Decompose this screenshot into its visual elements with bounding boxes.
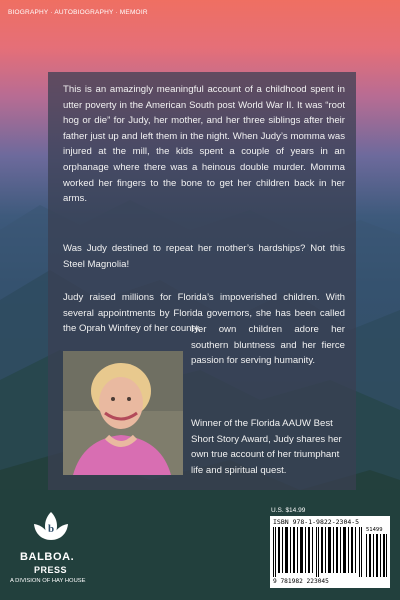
blurb-paragraph-3: Judy raised millions for Florida’s impoverished children. With several appointments by Florida governors, she has been called the Oprah Winfrey of her county.: [63, 292, 345, 335]
barcode-digits: 9 781982 223045: [273, 578, 329, 585]
barcode-addon: 51499: [366, 527, 383, 533]
category-label: BIOGRAPHY · AUTOBIOGRAPHY · MEMOIR: [8, 9, 148, 16]
barcode: [270, 516, 390, 588]
blurb-paragraph-1: This is an amazingly meaningful account of a childhood spent in utter poverty in the American South post World War II. It was “root hog or die” for Judy, her mother, and her three siblings after their father just up and left them in the night. When Judy’s momma was injured at the mill, the kids spent a couple of years in an orphanage where there was a heinous double murder. Momma worked her fingers to the bone to get her children back in her arms.: [63, 84, 345, 205]
publisher-imprint: PRESS: [34, 565, 68, 575]
publisher-division: A DIVISION OF HAY HOUSE: [10, 578, 86, 584]
isbn-label: ISBN 978-1-9822-2304-5: [273, 518, 360, 526]
publisher-name: BALBOA.: [20, 551, 75, 563]
lotus-icon: [32, 510, 70, 550]
blurb-paragraph-2: Was Judy destined to repeat her mother’s hardships? Not this Steel Magnolia!: [63, 243, 345, 270]
barcode-addon-bars: [366, 534, 388, 577]
barcode-bars: [273, 527, 365, 577]
svg-text:b: b: [47, 523, 55, 535]
author-photo: [63, 351, 183, 475]
price-label: U.S. $14.99: [271, 507, 306, 514]
blurb-paragraph-4: Her own children adore her southern bluntness and her fierce passion for serving humanity.: [191, 324, 345, 367]
blurb-paragraph-5: Winner of the Florida AAUW Best Short Story Award, Judy shares her own true account of her triumphant life and spiritual quest.: [191, 418, 342, 476]
